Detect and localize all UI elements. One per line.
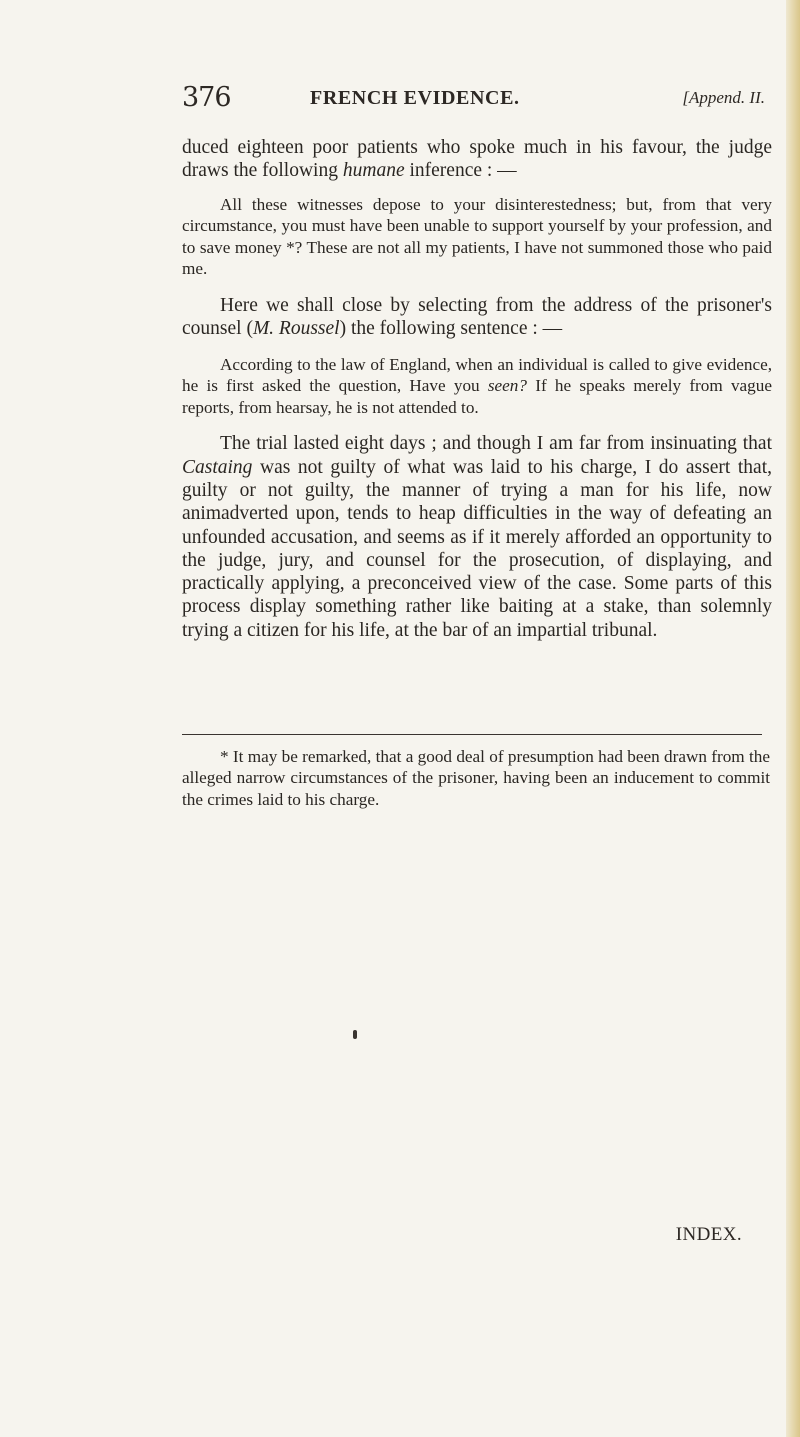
paragraph-1-text-after: inference : — (404, 160, 517, 182)
quotation-2-emphasis: seen? (487, 376, 527, 396)
running-title: FRENCH EVIDENCE. (310, 87, 520, 109)
paragraph-2-text-after: ) the following sentence : — (339, 318, 563, 340)
paragraph-3 (182, 432, 772, 642)
paragraph-3-text-after: was not guilty of what was laid to his charge, I do assert that, guilty or not guilty, the manner of trying a man for his life, now animadverted upon, tends to heap difficulties in the way of defeating an unfounded accusation, and seems as if it merely afforded an opportunity to the judge, jury, and counsel for the prosecution, of displaying, and practically applying, a preconceived view of the case. Some parts of this process display something rather like baiting at a stake, than solemnly trying a citizen for his life, at the bar of an impartial tribunal. (182, 456, 772, 641)
quotation-2-text-before: According to the law of England, when an individual is called to give evidence, he is first asked the question, Have you (182, 354, 772, 396)
ink-speck (353, 1030, 357, 1039)
paragraph-3-emphasis: Castaing (182, 456, 253, 478)
paragraph-2-text-before: Here we shall close by selecting from the address of the prisoner's counsel ( (182, 294, 772, 340)
page-number: 376 (182, 82, 231, 113)
footnote: * It may be remarked, that a good deal of presumption had been drawn from the alleged narrow circumstances of the prisoner, having been an inducement to commit the crimes laid to his charge. (182, 747, 770, 809)
page-edge (786, 0, 800, 1437)
main-text (182, 136, 772, 656)
footnote-rule (182, 734, 762, 735)
paragraph-2-emphasis: M. Roussel (252, 318, 340, 340)
paragraph-1-text-before: duced eighteen poor patients who spoke much in his favour, the judge draws the following (182, 137, 772, 182)
quotation-2-text-after: If he speaks merely from vague reports, from hearsay, he is not attended to. (182, 376, 772, 417)
paragraph-2 (182, 294, 772, 341)
quotation-1: All these witnesses depose to your disinterestedness; but, from that very circumstance, you must have been unable to support yourself by your profession, and to save money *? These are not all my patients, I have not summoned those who paid me. (182, 194, 772, 279)
running-head (182, 82, 767, 114)
section-mark: [Append. II. (682, 88, 765, 107)
paragraph-1-emphasis: humane (342, 160, 405, 182)
catchword: INDEX. (675, 1224, 742, 1245)
quotation-2 (182, 354, 772, 419)
paragraph-1 (182, 136, 772, 183)
paragraph-3-text-before: The trial lasted eight days ; and though I am far from insinuating that (220, 433, 772, 455)
